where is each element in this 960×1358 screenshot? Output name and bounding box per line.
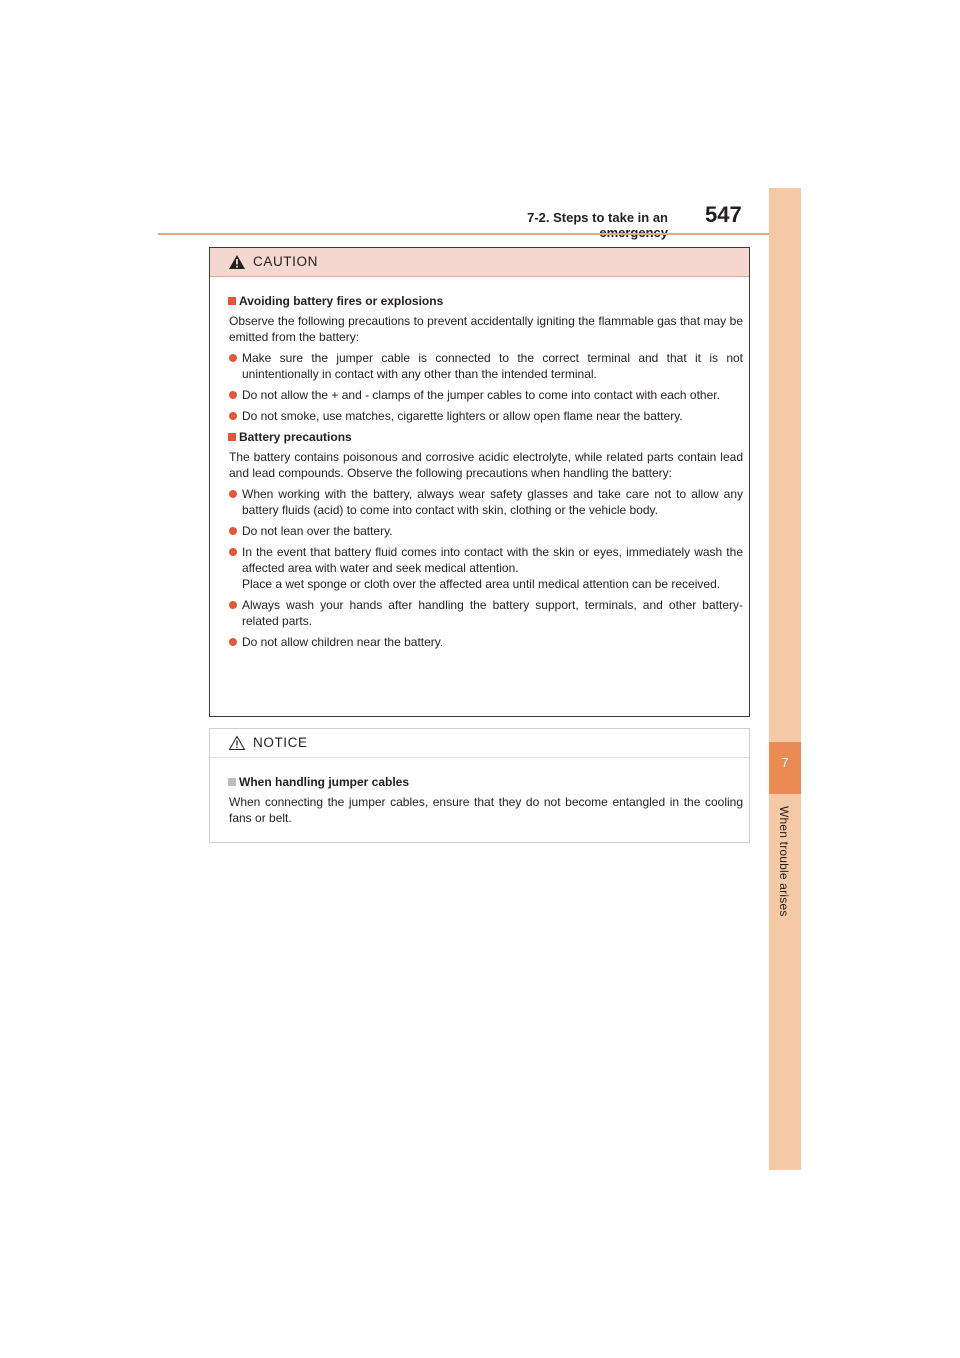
notice-header: [210, 729, 749, 758]
notice-content: [210, 758, 749, 826]
list-item: Always wash your hands after handling the battery support, terminals, and other battery-related parts.: [228, 597, 743, 629]
circle-bullet-icon: [229, 638, 237, 646]
notice-text: When connecting the jumper cables, ensure that they do not become entangled in the cooling fans or belt.: [229, 795, 743, 825]
section-heading: Avoiding battery fires or explosions: [228, 293, 743, 309]
list-item: Do not allow the + and - clamps of the jumper cables to come into contact with each other.: [228, 387, 743, 403]
section-intro: Observe the following precautions to prevent accidentally igniting the flammable gas that may be emitted from the battery:: [229, 314, 743, 344]
warning-icon: [228, 254, 246, 270]
section-heading: Battery precautions: [228, 429, 743, 445]
notice-warning-icon: [228, 735, 246, 751]
list-item: In the event that battery fluid comes into contact with the skin or eyes, immediately wash the affected area with water and seek medical attention. Place a wet sponge or cloth over the affected area until medical attention can be received.: [228, 544, 743, 592]
section-intro: The battery contains poisonous and corrosive acidic electrolyte, while related parts contain lead and lead compounds. Observe the following precautions when handling the battery:: [229, 450, 743, 480]
list-item: Do not allow children near the battery.: [228, 634, 743, 650]
chapter-number: 7: [781, 755, 789, 770]
circle-bullet-icon: [229, 354, 237, 362]
list-item: When working with the battery, always wear safety glasses and take care not to allow any battery fluids (acid) to come into contact with skin, clothing or the vehicle body.: [228, 486, 743, 518]
section-title: 7-2. Steps to take in an: [527, 210, 668, 225]
list-item: Make sure the jumper cable is connected to the correct terminal and that it is not unintentionally in contact with any other than the intended terminal.: [228, 350, 743, 382]
caution-title: CAUTION: [253, 254, 318, 269]
square-bullet-icon: [228, 778, 236, 786]
notice-box: [209, 728, 750, 843]
square-bullet-icon: [228, 433, 236, 441]
list-item: Do not lean over the battery.: [228, 523, 743, 539]
circle-bullet-icon: [229, 527, 237, 535]
circle-bullet-icon: [229, 601, 237, 609]
caution-content: [210, 277, 749, 650]
caution-header: [210, 248, 749, 277]
circle-bullet-icon: [229, 391, 237, 399]
circle-bullet-icon: [229, 412, 237, 420]
notice-title: NOTICE: [253, 735, 308, 750]
chapter-title: When trouble arises: [777, 806, 791, 917]
chapter-side-tab: [769, 188, 801, 1170]
circle-bullet-icon: [229, 548, 237, 556]
square-bullet-icon: [228, 297, 236, 305]
list-item: Do not smoke, use matches, cigarette lighters or allow open flame near the battery.: [228, 408, 743, 424]
circle-bullet-icon: [229, 490, 237, 498]
caution-box: [209, 247, 750, 717]
section-heading: When handling jumper cables: [228, 774, 743, 790]
page-number: 547: [705, 202, 742, 227]
header-divider: [158, 233, 800, 235]
